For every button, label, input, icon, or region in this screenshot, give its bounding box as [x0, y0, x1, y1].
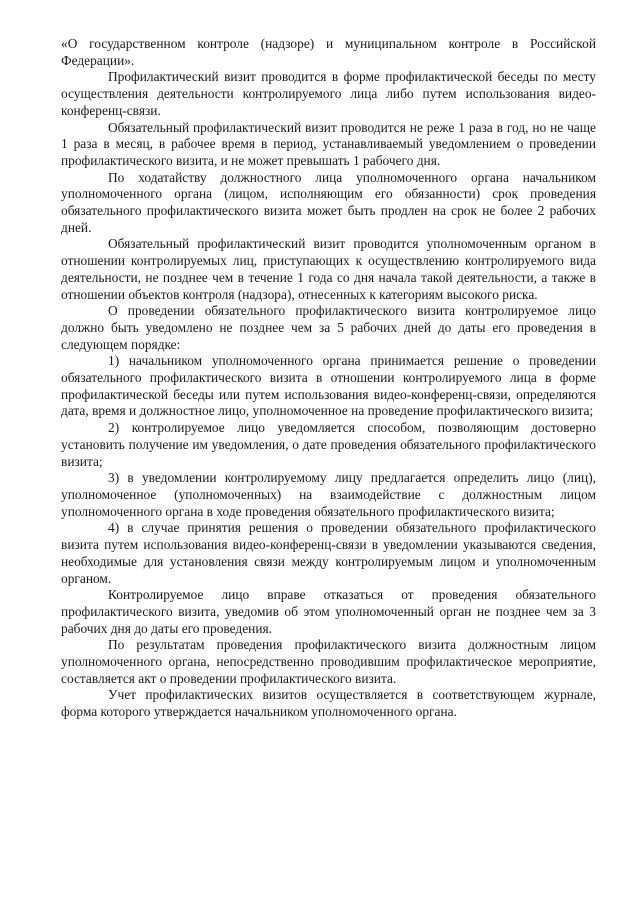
paragraph-visit-extension: По ходатайству должностного лица уполномоченного органа начальником уполномоченного органа (лицом, исполняющим его обязанности) срок проведения обязательного профилактического визита может быть продлен на срок не более 2 рабочих дней.: [61, 169, 596, 235]
paragraph-visit-form: Профилактический визит проводится в форме профилактической беседы по месту осуществления деятельности контролируемого лица либо путем использования видео-конференц-связи.: [61, 69, 596, 118]
paragraph-notification-order: О проведении обязательного профилактического визита контролируемое лицо должно быть уведомлено не позднее чем за 5 рабочих дней до даты его проведения в следующем порядке:: [61, 303, 596, 352]
list-item-3: 3) в уведомлении контролируемому лицу предлагается определить лицо (лиц), уполномоченное (уполномоченных) на взаимодействие с должностным лицом уполномоченного органа в ходе проведения обязательного профилактического визита;: [61, 470, 596, 519]
paragraph-visit-journal: Учет профилактических визитов осуществляется в соответствующем журнале, форма которого утверждается начальником уполномоченного органа.: [61, 687, 596, 720]
paragraph-visit-frequency: Обязательный профилактический визит проводится не реже 1 раза в год, но не чаще 1 раза в месяц, в рабочее время в период, устанавливаемый уведомлением о проведении профилактического визита, и не может превышать 1 рабочего дня.: [61, 119, 596, 168]
paragraph-law-title-continuation: «О государственном контроле (надзоре) и муниципальном контроле в Российской Федерации».: [61, 36, 596, 68]
list-item-1: 1) начальником уполномоченного органа принимается решение о проведении обязательного профилактического визита в отношении контролируемого лица в форме профилактической беседы или путем использования видео-конференц-связи, определяются дата, время и должностное лицо, уполномоченное на проведение профилактического визита;: [61, 353, 596, 419]
list-item-2: 2) контролируемое лицо уведомляется способом, позволяющим достоверно установить получение им уведомления, о дате проведения обязательного профилактического визита;: [61, 420, 596, 469]
list-item-4: 4) в случае принятия решения о проведении обязательного профилактического визита путем использования видео-конференц-связи в уведомлении указываются сведения, необходимые для установления связи между контролируемым лицом и уполномоченным органом.: [61, 520, 596, 586]
paragraph-refusal-right: Контролируемое лицо вправе отказаться от проведения обязательного профилактического визита, уведомив об этом уполномоченный орган не позднее чем за 3 рабочих дня до даты его проведения.: [61, 587, 596, 636]
paragraph-visit-act: По результатам проведения профилактического визита должностным лицом уполномоченного органа, непосредственно проводившим профилактическое мероприятие, составляется акт о проведении профилактического визита.: [61, 637, 596, 686]
paragraph-visit-scope: Обязательный профилактический визит проводится уполномоченным органом в отношении контролируемых лиц, приступающих к осуществлению контролируемого вида деятельности, не позднее чем в течение 1 года со дня начала такой деятельности, а также в отношении объектов контроля (надзора), отнесенных к категориям высокого риска.: [61, 236, 596, 302]
document-page: [61, 36, 596, 721]
